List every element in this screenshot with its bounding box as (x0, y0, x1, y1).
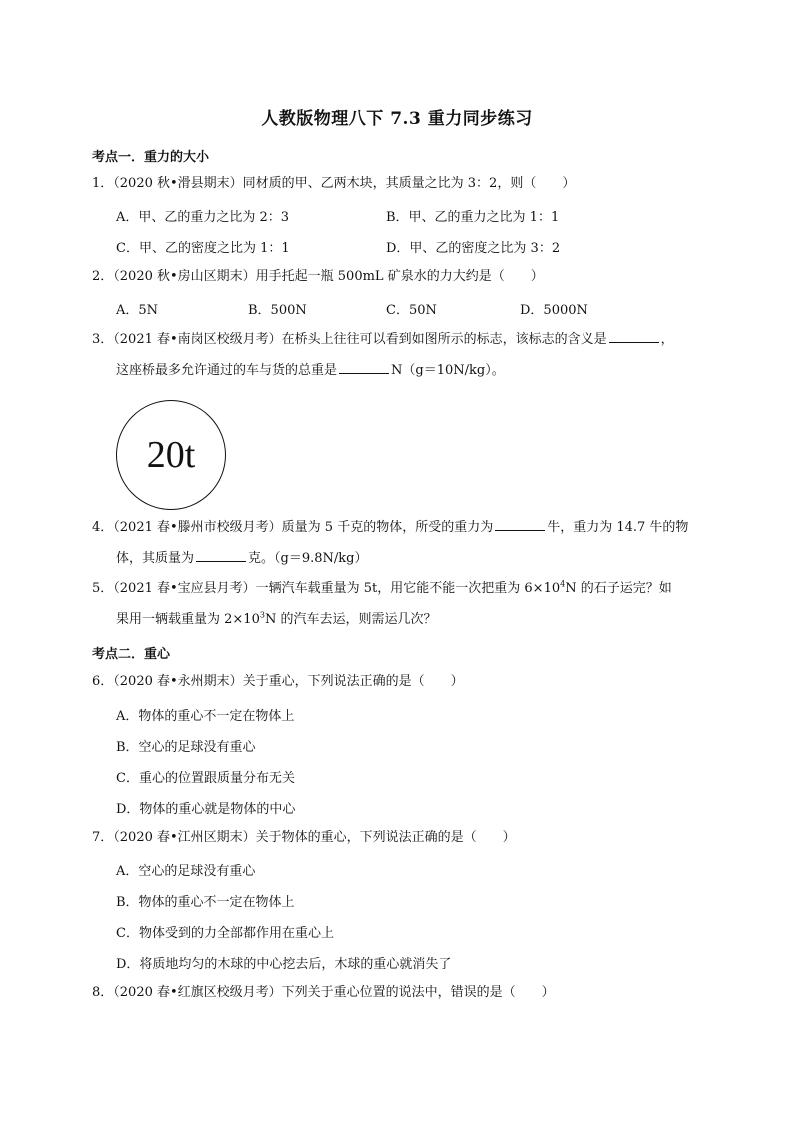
q6-option-c: C．重心的位置跟质量分布无关 (116, 771, 295, 786)
q1-option-a: A．甲、乙的重力之比为 2：3 (116, 210, 290, 225)
q3-text-1b: ， (660, 332, 674, 347)
q5-text-1b: N 的石子运完？如 (565, 581, 672, 596)
q4-text-1b: 牛，重力为 14.7 牛的物 (547, 520, 689, 535)
q7-stem: 7．（2020 春•江州区期末）关于物体的重心，下列说法正确的是（ ） (92, 830, 516, 845)
q5-exponent-1: 4 (560, 579, 566, 589)
q4-text-2b: 克。（g＝9.8N/kg） (248, 551, 368, 566)
q3-text-2b: N（g＝10N/kg）。 (391, 363, 505, 378)
q1-option-c: C．甲、乙的密度之比为 1：1 (116, 241, 290, 256)
q5-line-1 (92, 580, 672, 598)
section-heading-1: 考点一．重力的大小 (92, 150, 210, 165)
q5-text-2b: N 的汽车去运，则需运几次？ (264, 612, 437, 627)
q4-answer-blank-2[interactable] (196, 549, 246, 562)
q5-text-2a: 果用一辆载重量为 2×10 (116, 612, 260, 627)
q7-option-d: D．将质地均匀的木球的中心挖去后，木球的重心就消失了 (116, 957, 452, 972)
q7-option-c: C．物体受到的力全部都作用在重心上 (116, 926, 334, 941)
page-title: 人教版物理八下 7.3 重力同步练习 (261, 109, 533, 129)
q4-answer-blank-1[interactable] (495, 518, 545, 531)
q2-stem: 2．（2020 秋•房山区期末）用手托起一瓶 500mL 矿泉水的力大约是（ ） (92, 269, 544, 284)
q3-answer-blank-1[interactable] (609, 330, 659, 343)
weight-limit-sign (116, 400, 226, 510)
q2-option-c: C．50N (386, 303, 437, 318)
q6-option-d: D．物体的重心就是物体的中心 (116, 802, 296, 817)
q4-text-1a: 4．（2021 春•滕州市校级月考）质量为 5 千克的物体，所受的重力为 (92, 520, 494, 535)
q5-exponent-2: 3 (259, 610, 265, 620)
q5-text-1a: 5．（2021 春•宝应县月考）一辆汽车载重量为 5t，用它能不能一次把重为 6×10 (92, 581, 561, 596)
q7-option-b: B．物体的重心不一定在物体上 (116, 895, 295, 910)
q1-option-d: D．甲、乙的密度之比为 3：2 (386, 241, 561, 256)
q3-line-2 (116, 361, 505, 380)
q8-stem: 8．（2020 春•红旗区校级月考）下列关于重心位置的说法中，错误的是（ ） (92, 985, 555, 1000)
q3-text-2a: 这座桥最多允许通过的车与货的总重是 (116, 363, 338, 378)
q7-option-a: A．空心的足球没有重心 (116, 864, 256, 879)
q3-line-1 (92, 330, 674, 349)
q5-line-2 (116, 611, 436, 629)
q6-option-b: B．空心的足球没有重心 (116, 740, 256, 755)
q2-option-b: B．500N (248, 303, 307, 318)
q1-stem: 1．（2020 秋•滑县期末）同材质的甲、乙两木块，其质量之比为 3：2，则（ ） (92, 176, 576, 191)
q2-option-a: A．5N (116, 303, 159, 318)
q4-line-1 (92, 518, 688, 537)
q1-option-b: B．甲、乙的重力之比为 1：1 (386, 210, 560, 225)
q4-text-2a: 体，其质量为 (116, 551, 195, 566)
q6-option-a: A．物体的重心不一定在物体上 (116, 709, 295, 724)
q3-answer-blank-2[interactable] (339, 361, 389, 374)
q2-option-d: D．5000N (520, 303, 588, 318)
weight-limit-sign-text: 20t (146, 434, 196, 476)
section-heading-2: 考点二．重心 (92, 647, 171, 662)
q6-stem: 6．（2020 春•永州期末）关于重心，下列说法正确的是（ ） (92, 674, 464, 689)
q3-text-1a: 3．（2021 春•南岗区校级月考）在桥头上往往可以看到如图所示的标志，该标志的含义是 (92, 332, 607, 347)
q4-line-2 (116, 549, 367, 568)
